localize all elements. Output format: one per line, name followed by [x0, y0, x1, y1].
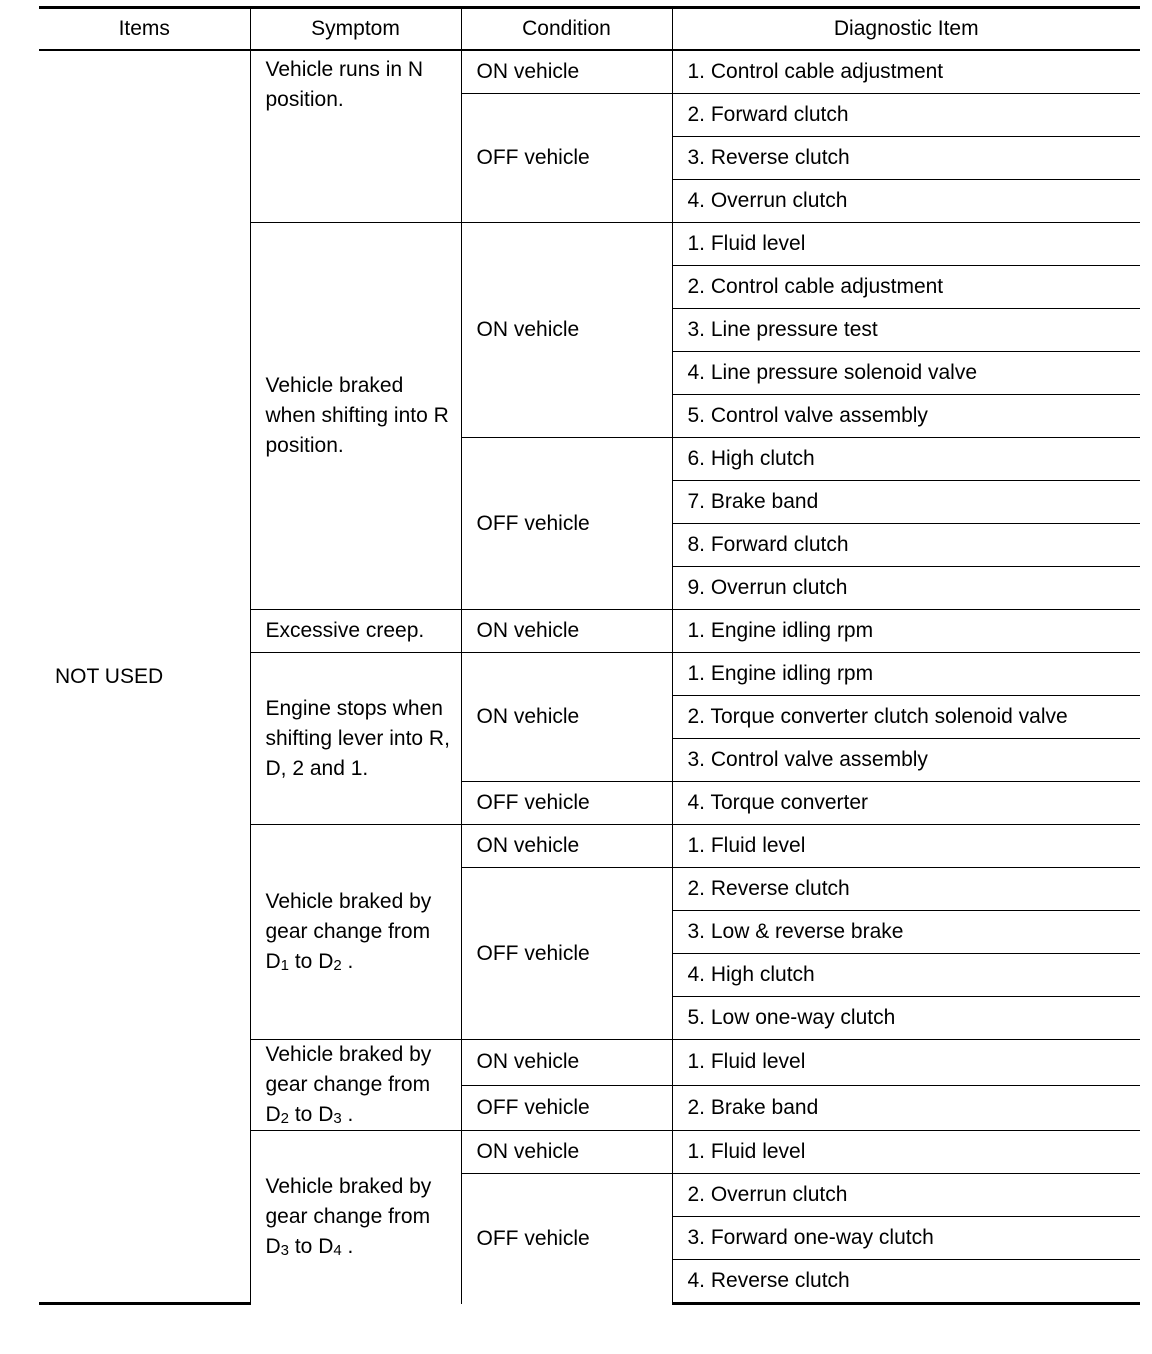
symptom-subscript: 3: [333, 1110, 342, 1127]
symptom-cell: Vehicle runs in N position.: [250, 50, 461, 223]
diagnostic-item-cell: 3. Forward one-way clutch: [672, 1217, 1140, 1260]
condition-cell: ON vehicle: [461, 50, 672, 94]
condition-cell: ON vehicle: [461, 610, 672, 653]
diagnostic-item-cell: 7. Brake band: [672, 481, 1140, 524]
table-body: [39, 50, 1140, 1304]
symptom-text: .: [341, 950, 354, 973]
diagnostic-item-cell: 1. Control cable adjustment: [672, 50, 1140, 94]
diagnostic-item-cell: 4. High clutch: [672, 954, 1140, 997]
diagnostic-item-cell: 3. Line pressure test: [672, 309, 1140, 352]
condition-cell: OFF vehicle: [461, 1174, 672, 1304]
diagnostic-item-cell: 1. Engine idling rpm: [672, 610, 1140, 653]
header-diagnostic-item: Diagnostic Item: [672, 8, 1140, 51]
symptom-text: .: [341, 1103, 354, 1126]
condition-cell: OFF vehicle: [461, 438, 672, 610]
header-condition: Condition: [461, 8, 672, 51]
condition-cell: ON vehicle: [461, 223, 672, 438]
condition-cell: OFF vehicle: [461, 1085, 672, 1131]
diagnostic-item-cell: 2. Brake band: [672, 1085, 1140, 1131]
diagnostic-item-cell: 4. Overrun clutch: [672, 180, 1140, 223]
symptom-text: Vehicle braked by gear change from D: [265, 1175, 432, 1259]
diagnostic-item-cell: 3. Control valve assembly: [672, 739, 1140, 782]
diagnostic-item-cell: 1. Fluid level: [672, 1040, 1140, 1086]
diagnostic-item-cell: 5. Control valve assembly: [672, 395, 1140, 438]
diagnostic-item-cell: 9. Overrun clutch: [672, 567, 1140, 610]
symptom-cell: [250, 1131, 461, 1304]
symptom-cell: Vehicle braked when shifting into R position.: [250, 223, 461, 610]
diagnostic-item-cell: 4. Line pressure solenoid valve: [672, 352, 1140, 395]
diagnosis-table: [39, 6, 1140, 1305]
table-row: [39, 50, 1140, 94]
diagnostic-item-cell: 2. Reverse clutch: [672, 868, 1140, 911]
items-cell: NOT USED: [39, 50, 250, 1304]
symptom-text: Vehicle braked by gear change from D: [265, 1043, 432, 1126]
symptom-subscript: 3: [280, 1242, 290, 1260]
diagnostic-item-cell: 3. Low & reverse brake: [672, 911, 1140, 954]
diagnostic-item-cell: 2. Control cable adjustment: [672, 266, 1140, 309]
header-symptom: Symptom: [250, 8, 461, 51]
header-row: [39, 8, 1140, 51]
symptom-cell: [250, 825, 461, 1040]
diagnostic-item-cell: 1. Engine idling rpm: [672, 653, 1140, 696]
condition-cell: ON vehicle: [461, 1040, 672, 1086]
condition-cell: ON vehicle: [461, 653, 672, 782]
condition-cell: ON vehicle: [461, 1131, 672, 1174]
symptom-subscript: 2: [333, 957, 342, 974]
symptom-cell: [250, 1040, 461, 1131]
diagnostic-item-cell: 2. Forward clutch: [672, 94, 1140, 137]
diagnostic-item-cell: 1. Fluid level: [672, 223, 1140, 266]
symptom-text: to D: [289, 1103, 334, 1126]
diagnostic-item-cell: 5. Low one-way clutch: [672, 997, 1140, 1040]
condition-cell: OFF vehicle: [461, 782, 672, 825]
symptom-cell: Excessive creep.: [250, 610, 461, 653]
diagnostic-item-cell: 6. High clutch: [672, 438, 1140, 481]
diagnostic-item-cell: 4. Torque converter: [672, 782, 1140, 825]
symptom-cell: Engine stops when shifting lever into R, D, 2 and 1.: [250, 653, 461, 825]
symptom-text: to D: [289, 950, 334, 973]
diagnostic-item-cell: 8. Forward clutch: [672, 524, 1140, 567]
diagnostic-item-cell: 1. Fluid level: [672, 1131, 1140, 1174]
symptom-text: .: [341, 1235, 354, 1259]
symptom-text: Vehicle braked by gear change from D: [265, 890, 432, 973]
diagnostic-item-cell: 2. Torque converter clutch solenoid valve: [672, 696, 1140, 739]
symptom-subscript: 2: [280, 1110, 290, 1127]
condition-cell: OFF vehicle: [461, 94, 672, 223]
symptom-text: to D: [289, 1235, 334, 1259]
symptom-subscript: 1: [280, 957, 290, 974]
header-items: Items: [39, 8, 250, 51]
diagnostic-item-cell: 1. Fluid level: [672, 825, 1140, 868]
diagnostic-item-cell: 2. Overrun clutch: [672, 1174, 1140, 1217]
symptom-subscript: 4: [333, 1242, 342, 1260]
diagnostic-item-cell: 3. Reverse clutch: [672, 137, 1140, 180]
condition-cell: ON vehicle: [461, 825, 672, 868]
diagnostic-item-cell: 4. Reverse clutch: [672, 1260, 1140, 1304]
condition-cell: OFF vehicle: [461, 868, 672, 1040]
